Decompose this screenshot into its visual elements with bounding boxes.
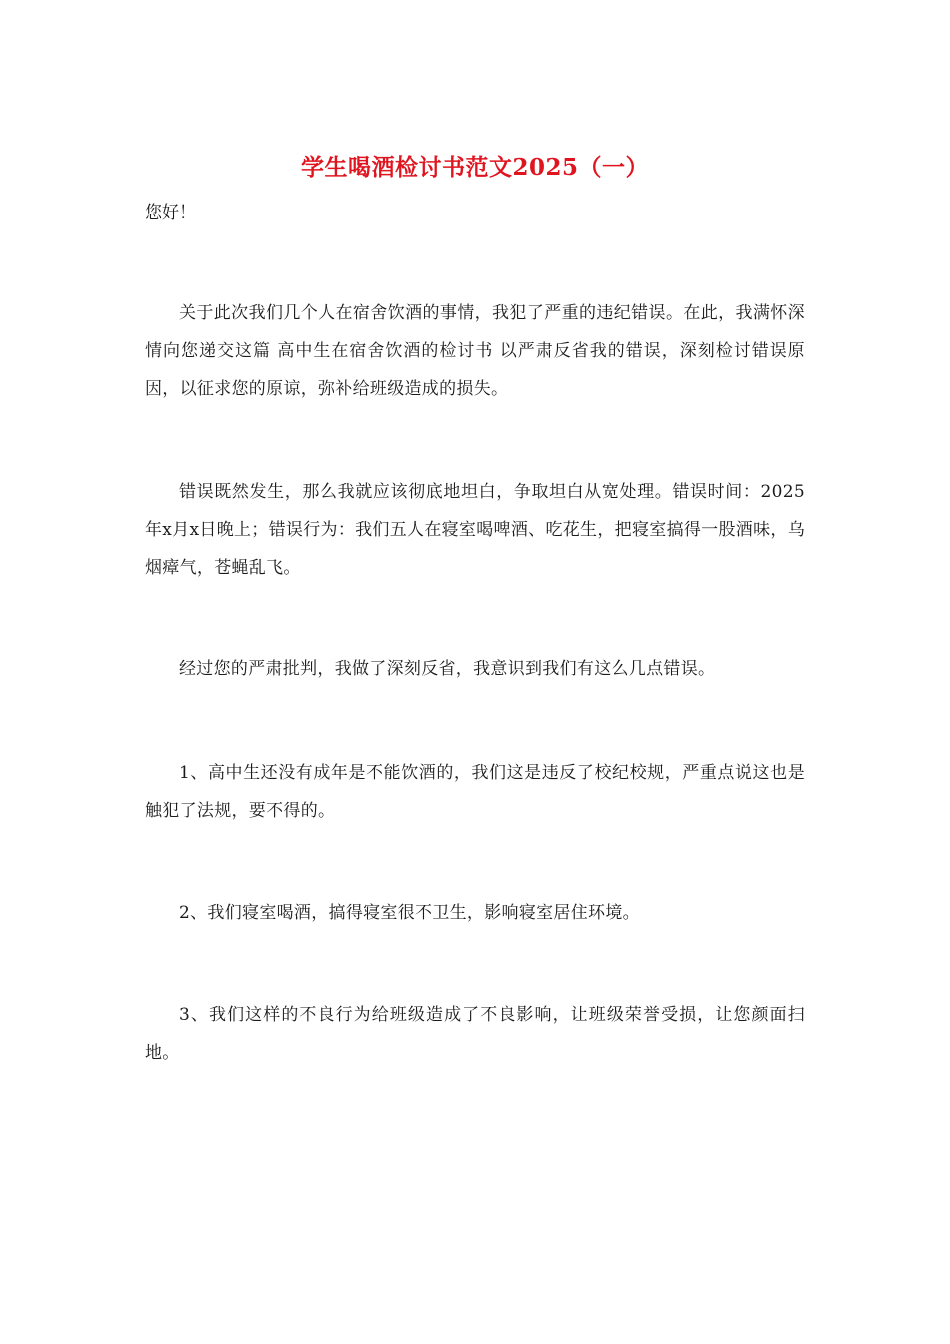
paragraph-4: 1、高中生还没有成年是不能饮酒的，我们这是违反了校纪校规，严重点说这也是触犯了法规，要不得的。	[145, 763, 805, 821]
paragraph-2: 错误既然发生，那么我就应该彻底地坦白，争取坦白从宽处理。错误时间：2025年x月x日晚上；错误行为：我们五人在寝室喝啤酒、吃花生，把寝室搞得一股酒味，乌烟瘴气，苍蝇乱飞。	[145, 482, 805, 578]
paragraph-5: 2、我们寝室喝酒，搞得寝室很不卫生，影响寝室居住环境。	[179, 903, 640, 923]
salutation: 您好！	[145, 203, 196, 223]
paragraph-6: 3、我们这样的不良行为给班级造成了不良影响，让班级荣誉受损，让您颜面扫地。	[145, 1005, 805, 1063]
paragraph-1: 关于此次我们几个人在宿舍饮酒的事情，我犯了严重的违纪错误。在此，我满怀深情向您递交这篇 高中生在宿舍饮酒的检讨书 以严肃反省我的错误，深刻检讨错误原因，以征求您的原谅，弥补给班级造成的损失。	[145, 303, 805, 399]
paragraph-3: 经过您的严肃批判，我做了深刻反省，我意识到我们有这么几点错误。	[179, 659, 716, 679]
document-title: 学生喝酒检讨书范文2025（一）	[300, 154, 649, 181]
